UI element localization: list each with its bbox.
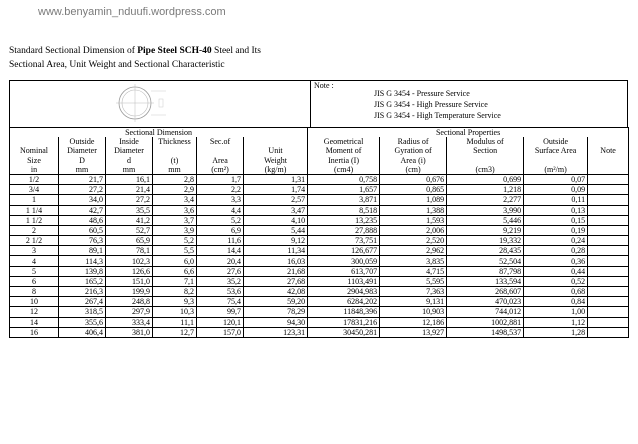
header-cell: Modulus of bbox=[447, 137, 524, 146]
value-cell: 48,6 bbox=[59, 215, 106, 225]
value-cell: 3,47 bbox=[244, 205, 308, 215]
unit-cell: mm bbox=[106, 165, 153, 175]
nominal-size-cell: 6 bbox=[10, 276, 59, 286]
title-suffix: Steel and Its bbox=[211, 46, 261, 56]
value-cell: 27,6 bbox=[197, 266, 244, 276]
header-cell: Size bbox=[10, 156, 59, 165]
table-body bbox=[10, 174, 629, 337]
value-cell bbox=[588, 297, 629, 307]
value-cell: 157,0 bbox=[197, 327, 244, 337]
value-cell: 14,4 bbox=[197, 246, 244, 256]
pipe-table-sheet bbox=[9, 80, 628, 338]
value-cell: 9,3 bbox=[153, 297, 197, 307]
value-cell: 9,219 bbox=[447, 225, 524, 235]
value-cell: 199,9 bbox=[106, 287, 153, 297]
value-cell: 1103,491 bbox=[308, 276, 380, 286]
header-cell bbox=[588, 156, 629, 165]
value-cell: 2,006 bbox=[380, 225, 447, 235]
value-cell: 3,3 bbox=[197, 195, 244, 205]
value-cell: 10,3 bbox=[153, 307, 197, 317]
header-cell bbox=[244, 137, 308, 146]
value-cell: 34,0 bbox=[59, 195, 106, 205]
value-cell: 0,07 bbox=[524, 174, 588, 184]
value-cell: 65,9 bbox=[106, 236, 153, 246]
nominal-size-cell: 2 bbox=[10, 225, 59, 235]
note-line: JIS G 3454 - Pressure Service bbox=[374, 89, 470, 98]
unit-cell bbox=[588, 165, 629, 175]
value-cell: 381,0 bbox=[106, 327, 153, 337]
value-cell: 1,218 bbox=[447, 185, 524, 195]
value-cell bbox=[588, 174, 629, 184]
value-cell: 0,68 bbox=[524, 287, 588, 297]
value-cell bbox=[588, 225, 629, 235]
value-cell: 0,09 bbox=[524, 185, 588, 195]
value-cell: 60,5 bbox=[59, 225, 106, 235]
value-cell bbox=[588, 246, 629, 256]
value-cell: 28,435 bbox=[447, 246, 524, 256]
value-cell: 19,332 bbox=[447, 236, 524, 246]
value-cell: 0,84 bbox=[524, 297, 588, 307]
header-cell: Thickness bbox=[153, 137, 197, 146]
header-cell: Section bbox=[447, 146, 524, 155]
header-cell: Note bbox=[588, 146, 629, 155]
nominal-size-cell: 3 bbox=[10, 246, 59, 256]
unit-cell: (kg/m) bbox=[244, 165, 308, 175]
value-cell: 75,4 bbox=[197, 297, 244, 307]
value-cell: 120,1 bbox=[197, 317, 244, 327]
value-cell: 73,751 bbox=[308, 236, 380, 246]
value-cell: 35,5 bbox=[106, 205, 153, 215]
value-cell: 2,8 bbox=[153, 174, 197, 184]
value-cell bbox=[588, 256, 629, 266]
nominal-size-cell: 1 1/4 bbox=[10, 205, 59, 215]
value-cell: 123,31 bbox=[244, 327, 308, 337]
table-row bbox=[10, 297, 629, 307]
nominal-size-cell: 1/2 bbox=[10, 174, 59, 184]
value-cell: 27,888 bbox=[308, 225, 380, 235]
header-row-1 bbox=[10, 137, 629, 146]
value-cell: 78,1 bbox=[106, 246, 153, 256]
value-cell: 5,2 bbox=[197, 215, 244, 225]
value-cell: 3,990 bbox=[447, 205, 524, 215]
value-cell: 2,2 bbox=[197, 185, 244, 195]
value-cell: 3,7 bbox=[153, 215, 197, 225]
header-cell: (t) bbox=[153, 156, 197, 165]
pipe-cross-section-drawing bbox=[106, 83, 206, 125]
nominal-size-cell: 1 bbox=[10, 195, 59, 205]
value-cell: 0,676 bbox=[380, 174, 447, 184]
value-cell: 318,5 bbox=[59, 307, 106, 317]
value-cell: 6,6 bbox=[153, 266, 197, 276]
value-cell: 1,00 bbox=[524, 307, 588, 317]
value-cell: 126,6 bbox=[106, 266, 153, 276]
value-cell: 16,03 bbox=[244, 256, 308, 266]
value-cell: 300,059 bbox=[308, 256, 380, 266]
value-cell: 0,44 bbox=[524, 266, 588, 276]
value-cell: 7,1 bbox=[153, 276, 197, 286]
pipe-properties-table bbox=[9, 127, 629, 338]
value-cell: 4,4 bbox=[197, 205, 244, 215]
value-cell: 2,277 bbox=[447, 195, 524, 205]
header-cell: Weight bbox=[244, 156, 308, 165]
value-cell: 0,865 bbox=[380, 185, 447, 195]
value-cell: 1498,537 bbox=[447, 327, 524, 337]
value-cell: 1,31 bbox=[244, 174, 308, 184]
value-cell: 6,9 bbox=[197, 225, 244, 235]
header-cell: Surface Area bbox=[524, 146, 588, 155]
value-cell: 52,504 bbox=[447, 256, 524, 266]
title-line-1 bbox=[9, 44, 261, 58]
value-cell: 94,30 bbox=[244, 317, 308, 327]
header-row-3 bbox=[10, 156, 629, 165]
value-cell: 3,835 bbox=[380, 256, 447, 266]
value-cell: 2,520 bbox=[380, 236, 447, 246]
value-cell: 2,57 bbox=[244, 195, 308, 205]
value-cell: 1,74 bbox=[244, 185, 308, 195]
value-cell: 89,1 bbox=[59, 246, 106, 256]
header-cell: Outside bbox=[524, 137, 588, 146]
value-cell: 0,11 bbox=[524, 195, 588, 205]
value-cell: 17831,216 bbox=[308, 317, 380, 327]
value-cell: 1,12 bbox=[524, 317, 588, 327]
value-cell: 744,012 bbox=[447, 307, 524, 317]
table-row bbox=[10, 327, 629, 337]
value-cell: 21,7 bbox=[59, 174, 106, 184]
unit-cell: (m²/m) bbox=[524, 165, 588, 175]
nominal-size-cell: 3/4 bbox=[10, 185, 59, 195]
value-cell: 333,4 bbox=[106, 317, 153, 327]
value-cell: 4,715 bbox=[380, 266, 447, 276]
value-cell: 99,7 bbox=[197, 307, 244, 317]
table-row bbox=[10, 266, 629, 276]
header-cell: Nominal bbox=[10, 146, 59, 155]
value-cell: 139,8 bbox=[59, 266, 106, 276]
unit-cell: in bbox=[10, 165, 59, 175]
value-cell: 27,68 bbox=[244, 276, 308, 286]
title-line-2: Sectional Area, Unit Weight and Sectional Characteristic bbox=[9, 60, 225, 70]
nominal-size-cell: 14 bbox=[10, 317, 59, 327]
value-cell bbox=[588, 287, 629, 297]
value-cell: 76,3 bbox=[59, 236, 106, 246]
value-cell: 0,699 bbox=[447, 174, 524, 184]
value-cell bbox=[588, 195, 629, 205]
table-row bbox=[10, 205, 629, 215]
value-cell: 52,7 bbox=[106, 225, 153, 235]
header-cell: Inertia (I) bbox=[308, 156, 380, 165]
value-cell: 27,2 bbox=[106, 195, 153, 205]
value-cell: 0,758 bbox=[308, 174, 380, 184]
header-cell: Moment of bbox=[308, 146, 380, 155]
value-cell: 13,927 bbox=[380, 327, 447, 337]
value-cell: 27,2 bbox=[59, 185, 106, 195]
value-cell: 6284,202 bbox=[308, 297, 380, 307]
value-cell: 0,36 bbox=[524, 256, 588, 266]
header-cell: d bbox=[106, 156, 153, 165]
value-cell: 0,52 bbox=[524, 276, 588, 286]
note-line: JIS G 3454 - High Temperature Service bbox=[374, 111, 501, 120]
note-list bbox=[374, 88, 501, 121]
value-cell: 5,5 bbox=[153, 246, 197, 256]
group-sectional-dimension: Sectional Dimension bbox=[10, 128, 308, 138]
header-cell bbox=[588, 137, 629, 146]
value-cell bbox=[588, 185, 629, 195]
table-row bbox=[10, 246, 629, 256]
table-row bbox=[10, 185, 629, 195]
value-cell: 42,7 bbox=[59, 205, 106, 215]
nominal-size-cell: 5 bbox=[10, 266, 59, 276]
header-cell bbox=[153, 146, 197, 155]
value-cell: 2,962 bbox=[380, 246, 447, 256]
group-sectional-properties: Sectional Properties bbox=[308, 128, 629, 138]
value-cell bbox=[588, 317, 629, 327]
value-cell: 102,3 bbox=[106, 256, 153, 266]
table-row bbox=[10, 317, 629, 327]
group-header-row bbox=[10, 128, 629, 138]
value-cell bbox=[588, 215, 629, 225]
pipe-drawing-cell bbox=[10, 81, 311, 127]
value-cell: 2,9 bbox=[153, 185, 197, 195]
nominal-size-cell: 2 1/2 bbox=[10, 236, 59, 246]
watermark-url: www.benyamin_nduufi.wordpress.com bbox=[38, 6, 226, 18]
value-cell: 16,1 bbox=[106, 174, 153, 184]
header-cell: Area bbox=[197, 156, 244, 165]
value-cell: 355,6 bbox=[59, 317, 106, 327]
value-cell: 1,7 bbox=[197, 174, 244, 184]
header-row-2 bbox=[10, 146, 629, 155]
value-cell: 0,13 bbox=[524, 205, 588, 215]
value-cell: 11848,396 bbox=[308, 307, 380, 317]
header-cell: Unit bbox=[244, 146, 308, 155]
value-cell: 151,0 bbox=[106, 276, 153, 286]
header-cell: Geometrical bbox=[308, 137, 380, 146]
header-cell: D bbox=[59, 156, 106, 165]
unit-cell: mm bbox=[59, 165, 106, 175]
value-cell: 12,7 bbox=[153, 327, 197, 337]
nominal-size-cell: 8 bbox=[10, 287, 59, 297]
value-cell: 30450,281 bbox=[308, 327, 380, 337]
header-cell bbox=[197, 146, 244, 155]
value-cell: 3,4 bbox=[153, 195, 197, 205]
value-cell: 126,677 bbox=[308, 246, 380, 256]
value-cell: 11,6 bbox=[197, 236, 244, 246]
value-cell: 5,44 bbox=[244, 225, 308, 235]
value-cell: 1002,881 bbox=[447, 317, 524, 327]
table-row bbox=[10, 307, 629, 317]
value-cell: 11,1 bbox=[153, 317, 197, 327]
table-row bbox=[10, 174, 629, 184]
value-cell: 5,2 bbox=[153, 236, 197, 246]
note-label: Note : bbox=[314, 81, 334, 90]
value-cell: 4,10 bbox=[244, 215, 308, 225]
value-cell: 41,2 bbox=[106, 215, 153, 225]
value-cell: 3,871 bbox=[308, 195, 380, 205]
nominal-size-cell: 10 bbox=[10, 297, 59, 307]
value-cell: 248,8 bbox=[106, 297, 153, 307]
value-cell: 406,4 bbox=[59, 327, 106, 337]
value-cell: 3,6 bbox=[153, 205, 197, 215]
header-cell: Gyration of bbox=[380, 146, 447, 155]
table-row bbox=[10, 215, 629, 225]
value-cell: 11,34 bbox=[244, 246, 308, 256]
value-cell: 0,24 bbox=[524, 236, 588, 246]
value-cell: 9,12 bbox=[244, 236, 308, 246]
value-cell: 2904,983 bbox=[308, 287, 380, 297]
header-cell: Sec.of bbox=[197, 137, 244, 146]
table-row bbox=[10, 195, 629, 205]
header-cell: Inside bbox=[106, 137, 153, 146]
value-cell: 216,3 bbox=[59, 287, 106, 297]
value-cell: 165,2 bbox=[59, 276, 106, 286]
value-cell: 267,4 bbox=[59, 297, 106, 307]
value-cell: 7,363 bbox=[380, 287, 447, 297]
unit-cell: (cm3) bbox=[447, 165, 524, 175]
value-cell: 297,9 bbox=[106, 307, 153, 317]
value-cell: 613,707 bbox=[308, 266, 380, 276]
header-cell: Area (i) bbox=[380, 156, 447, 165]
value-cell bbox=[588, 307, 629, 317]
value-cell: 0,19 bbox=[524, 225, 588, 235]
header-cell: Diameter bbox=[59, 146, 106, 155]
value-cell: 133,594 bbox=[447, 276, 524, 286]
value-cell: 114,3 bbox=[59, 256, 106, 266]
value-cell: 8,2 bbox=[153, 287, 197, 297]
nominal-size-cell: 4 bbox=[10, 256, 59, 266]
value-cell: 13,235 bbox=[308, 215, 380, 225]
value-cell: 59,20 bbox=[244, 297, 308, 307]
nominal-size-cell: 16 bbox=[10, 327, 59, 337]
value-cell bbox=[588, 276, 629, 286]
unit-cell: (cm) bbox=[380, 165, 447, 175]
header-cell bbox=[10, 137, 59, 146]
header-units-row bbox=[10, 165, 629, 175]
value-cell: 5,595 bbox=[380, 276, 447, 286]
header-cell: Radius of bbox=[380, 137, 447, 146]
value-cell: 10,903 bbox=[380, 307, 447, 317]
value-cell: 8,518 bbox=[308, 205, 380, 215]
value-cell: 21,4 bbox=[106, 185, 153, 195]
value-cell: 0,28 bbox=[524, 246, 588, 256]
value-cell: 42,08 bbox=[244, 287, 308, 297]
unit-cell: mm bbox=[153, 165, 197, 175]
value-cell: 78,29 bbox=[244, 307, 308, 317]
header-cell bbox=[524, 156, 588, 165]
value-cell: 470,023 bbox=[447, 297, 524, 307]
nominal-size-cell: 1 1/2 bbox=[10, 215, 59, 225]
value-cell: 0,15 bbox=[524, 215, 588, 225]
value-cell bbox=[588, 327, 629, 337]
value-cell: 3,9 bbox=[153, 225, 197, 235]
value-cell: 12,186 bbox=[380, 317, 447, 327]
document-title bbox=[9, 44, 261, 72]
title-bold: Pipe Steel SCH-40 bbox=[137, 46, 212, 56]
table-row bbox=[10, 256, 629, 266]
note-line: JIS G 3454 - High Pressure Service bbox=[374, 100, 488, 109]
table-row bbox=[10, 225, 629, 235]
value-cell: 6,0 bbox=[153, 256, 197, 266]
unit-cell: (cm4) bbox=[308, 165, 380, 175]
nominal-size-cell: 12 bbox=[10, 307, 59, 317]
value-cell: 87,798 bbox=[447, 266, 524, 276]
header-cell: Outside bbox=[59, 137, 106, 146]
title-prefix: Standard Sectional Dimension of bbox=[9, 46, 138, 56]
header-cell: Diameter bbox=[106, 146, 153, 155]
value-cell: 9,131 bbox=[380, 297, 447, 307]
value-cell: 21,68 bbox=[244, 266, 308, 276]
value-cell: 35,2 bbox=[197, 276, 244, 286]
value-cell: 1,388 bbox=[380, 205, 447, 215]
header-cell bbox=[447, 156, 524, 165]
value-cell: 268,607 bbox=[447, 287, 524, 297]
value-cell bbox=[588, 236, 629, 246]
value-cell bbox=[588, 266, 629, 276]
value-cell: 1,089 bbox=[380, 195, 447, 205]
table-row bbox=[10, 236, 629, 246]
value-cell: 1,593 bbox=[380, 215, 447, 225]
value-cell: 1,657 bbox=[308, 185, 380, 195]
header-box bbox=[9, 80, 628, 127]
value-cell: 20,4 bbox=[197, 256, 244, 266]
value-cell: 53,6 bbox=[197, 287, 244, 297]
value-cell bbox=[588, 205, 629, 215]
value-cell: 5,446 bbox=[447, 215, 524, 225]
table-row bbox=[10, 287, 629, 297]
value-cell: 1,28 bbox=[524, 327, 588, 337]
unit-cell: (cm²) bbox=[197, 165, 244, 175]
table-row bbox=[10, 276, 629, 286]
